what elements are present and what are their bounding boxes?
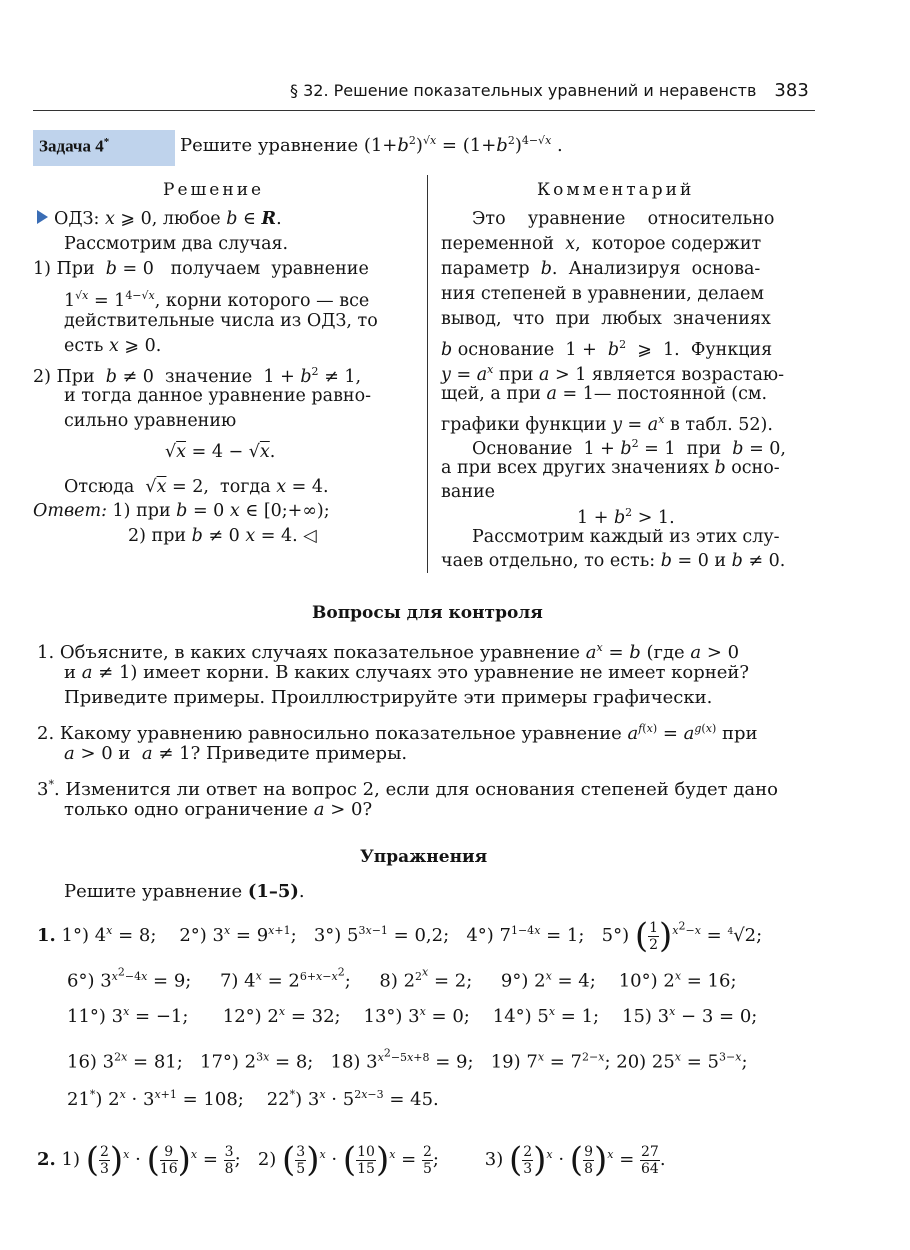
exercises-intro: Решите уравнение (1–5). bbox=[64, 881, 305, 902]
solution-line: 2) при b ≠ 0 x = 4. ◁ bbox=[128, 526, 317, 546]
comment-line: Это уравнение относительно bbox=[472, 209, 775, 229]
question-line: 2. Какому уравнению равносильно показательное уравнение $a^{f(x)} = a^{g(x)}$ при bbox=[37, 722, 758, 744]
section-title: § 32. Решение показательных уравнений и неравенств bbox=[290, 81, 757, 100]
comment-line: чаев отдельно, то есть: b = 0 и b ≠ 0. bbox=[441, 551, 786, 571]
comment-line: а при всех других значениях b осно- bbox=[441, 458, 780, 478]
solution-line: сильно уравнению bbox=[64, 411, 237, 431]
comment-line: Основание $1 + b^2 = 1$ при b = 0, bbox=[472, 437, 786, 459]
solution-line: √x = 4 − √x. bbox=[165, 442, 276, 462]
solution-line: действительные числа из ОДЗ, то bbox=[64, 311, 378, 331]
exercise-row: 11°) $3^x = -1$; 12°) $2^x = 32$; 13°) $3^x = 0$; 14°) $5^x = 1$; 15) $3^x - 3 = 0$; bbox=[67, 1005, 758, 1027]
exercise-row: 2. 1) ( $\frac{2}{3}$ )$^x$ · ( $\frac{9}{16}$ )$^x$ = $\frac{3}{8}$ ; 2) ( $\frac{3}{5}$ )$^x$ · ( $\frac{10}{15}$ )$^x$ = $\frac{2}{5}$ ; 3) ( $\frac{2}{3}$ )$^x$ · ( $\frac{9}{8}$ )$^x$ = $\frac{27}{64}$ . bbox=[37, 1140, 666, 1180]
column-divider bbox=[427, 175, 428, 573]
solution-line: есть x ⩾ 0. bbox=[64, 336, 162, 356]
solution-line: 1) При b = 0 получаем уравнение bbox=[33, 259, 369, 279]
solution-line: Рассмотрим два случая. bbox=[64, 234, 289, 254]
comment-line: переменной x, которое содержит bbox=[441, 234, 762, 254]
arrow-bullet-icon bbox=[37, 210, 48, 224]
exercise-row: 1. 1°) $4^x = 8$; 2°) $3^x = 9^{x+1}$; 3°) $5^{3x-1} = 0,2$; 4°) $7^{1-4x} = 1$; 5°) ( $\frac{1}{2}$ )$^{x^2-x}$ = $^4$√2; bbox=[37, 916, 763, 956]
task-statement: Решите уравнение $(1+b^2)^{√x} = (1+b^2)^{4-√x}$ . bbox=[180, 134, 563, 156]
question-line: 1. Объясните, в каких случаях показательное уравнение $a^x = b$ (где a > 0 bbox=[37, 641, 740, 663]
exercise-row: 16) $3^{2x} = 81$; 17°) $2^{3x} = 8$; 18) $3^{x^2-5x+8} = 9$; 19) $7^x = 7^{2-x}$; 20) $25^x = 5^{3-x}$; bbox=[67, 1046, 748, 1073]
questions-heading: Вопросы для контроля bbox=[312, 603, 543, 623]
solution-line: $1^{√x} = 1^{4-√x}$, корни которого — все bbox=[64, 289, 370, 311]
running-header bbox=[290, 80, 809, 101]
page-number: 383 bbox=[774, 80, 809, 101]
solution-line: ОДЗ: x ⩾ 0, любое b ∈ R. bbox=[37, 207, 282, 232]
solution-heading: Решение bbox=[163, 180, 265, 200]
comment-line: ния степеней в уравнении, делаем bbox=[441, 284, 765, 304]
task-label: Задача 4* bbox=[39, 136, 110, 156]
comment-line: графики функции $y = a^x$ в табл. 52). bbox=[441, 413, 773, 435]
comment-line: вывод, что при любых значениях bbox=[441, 309, 771, 329]
solution-line: Отсюда √x = 2, тогда x = 4. bbox=[64, 477, 329, 497]
comment-line: $y = a^x$ при a > 1 является возрастаю- bbox=[441, 363, 785, 385]
exercise-row: 21*) $2^x \cdot 3^{x+1} = 108$; 22*) $3^x \cdot 5^{2x-3} = 45$. bbox=[67, 1088, 439, 1110]
solution-line: и тогда данное уравнение равно- bbox=[64, 386, 372, 406]
exercises-heading: Упражнения bbox=[360, 847, 488, 867]
exercise-row: 6°) $3^{x^2-4x} = 9$; 7) $4^x = 2^{6+x-x^2}$; 8) $2^{2^x} = 2$; 9°) $2^x = 4$; 10°) $2^x = 16$; bbox=[67, 965, 737, 992]
question-line: Приведите примеры. Проиллюстрируйте эти примеры графически. bbox=[64, 687, 713, 708]
question-line: только одно ограничение a > 0? bbox=[64, 799, 373, 820]
header-rule bbox=[33, 110, 815, 111]
comment-line: параметр b. Анализируя основа- bbox=[441, 259, 761, 279]
question-line: и a ≠ 1) имеет корни. В каких случаях это уравнение не имеет корней? bbox=[64, 662, 750, 683]
solution-line: 2) При b ≠ 0 значение $1 + b^2 \ne 1$, bbox=[33, 365, 362, 387]
comment-heading: Комментарий bbox=[537, 180, 695, 200]
comment-line: щей, а при a = 1— постоянной (см. bbox=[441, 384, 768, 404]
comment-line: b основание $1 + b^2$ ⩾ 1. Функция bbox=[441, 338, 773, 360]
question-line: a > 0 и a ≠ 1? Приведите примеры. bbox=[64, 743, 408, 764]
comment-line: Рассмотрим каждый из этих слу- bbox=[472, 527, 780, 547]
question-line: 3*. Изменится ли ответ на вопрос 2, если для основания степеней будет дано bbox=[37, 778, 778, 800]
comment-line: $1 + b^2 > 1$. bbox=[577, 506, 675, 528]
comment-line: вание bbox=[441, 482, 495, 502]
solution-line: Ответ: 1) при b = 0 x ∈ [0;+∞); bbox=[33, 501, 330, 521]
